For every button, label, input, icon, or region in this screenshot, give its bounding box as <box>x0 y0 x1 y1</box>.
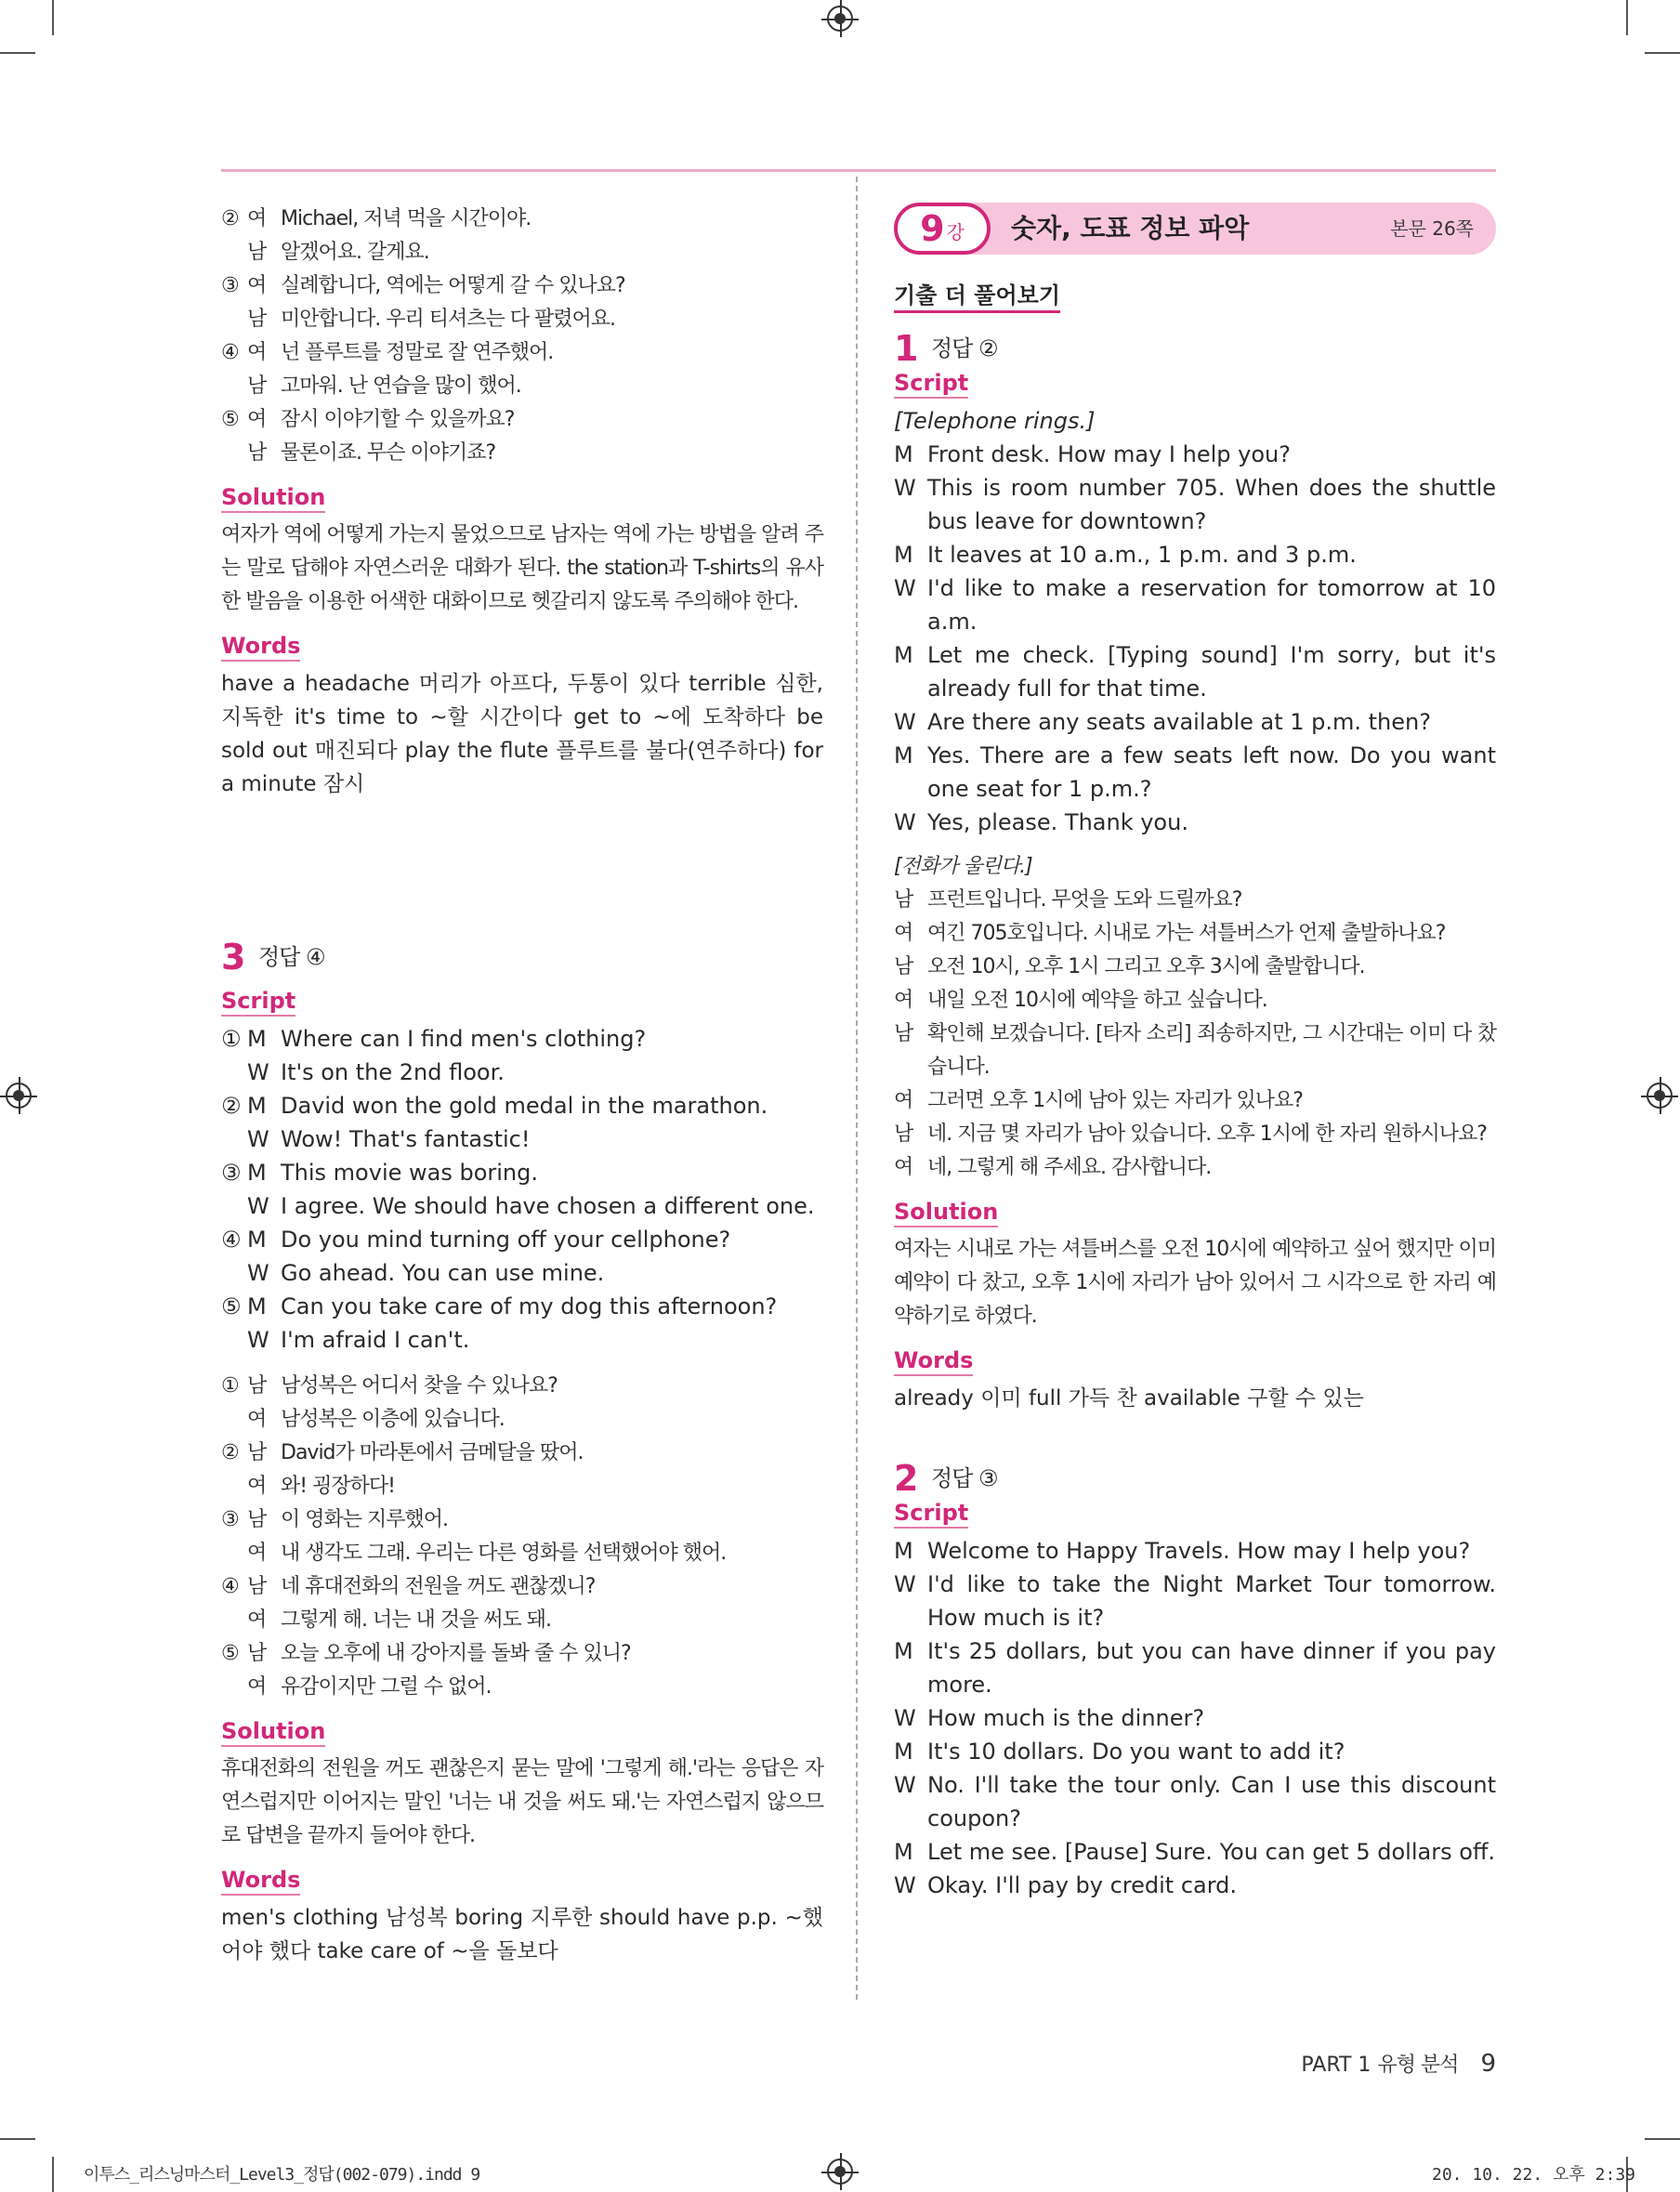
line-text: I'd like to make a reservation for tomorrow at 10 a.m. <box>927 575 1496 635</box>
line-text: This is room number 705. When does the shuttle bus leave for downtown? <box>927 475 1496 534</box>
question-heading <box>894 1458 1496 1499</box>
crop-mark <box>52 2157 54 2192</box>
speaker-label: W <box>894 709 916 735</box>
item-number <box>221 1056 247 1089</box>
left-column <box>221 203 823 1968</box>
script-dialogue <box>894 438 1496 839</box>
line-text: I'd like to take the Night Market Tour tomorrow. How much is it? <box>927 1571 1496 1631</box>
subsection-title: 기출 더 풀어보기 <box>894 281 1060 313</box>
dialogue-line <box>894 1017 1496 1084</box>
dialogue-line <box>894 638 1496 705</box>
item-number <box>221 1537 247 1570</box>
crop-mark <box>52 0 54 35</box>
item-number: ① <box>221 1026 242 1052</box>
words-label: Words <box>221 632 300 662</box>
speaker-label: 남 <box>247 374 267 398</box>
dialogue-line <box>894 1118 1496 1151</box>
line-text: 실례합니다, 역에는 어떻게 갈 수 있나요? <box>281 274 625 297</box>
speaker-label: W <box>894 1571 916 1597</box>
speaker-label: 여 <box>247 408 267 431</box>
lesson-page-ref: 본문 26쪽 <box>1390 217 1474 240</box>
speaker-label: 여 <box>247 1608 267 1632</box>
dialogue-line <box>221 1570 823 1604</box>
dialogue-line <box>894 1568 1496 1634</box>
dialogue-line <box>894 984 1496 1017</box>
line-text: 네. 지금 몇 자리가 남아 있습니다. 오후 1시에 한 자리 원하시나요? <box>927 1122 1487 1146</box>
solution-text: 여자는 시내로 가는 셔틀버스를 오전 10시에 예약하고 싶어 했지만 이미 예약이 다 찼고, 오후 1시에 자리가 남아 있어서 그 시각으로 한 자리 예약하기로 하였다. <box>894 1238 1496 1328</box>
dialogue-line <box>894 1768 1496 1835</box>
line-text: 미안합니다. 우리 티셔츠는 다 팔렸어요. <box>281 308 615 331</box>
dialogue-line <box>894 538 1496 571</box>
lesson-banner <box>894 203 1496 255</box>
item-number: ② <box>221 1441 239 1464</box>
dialogue-line <box>894 1534 1496 1568</box>
registration-mark-icon <box>827 6 853 32</box>
speaker-label: 남 <box>247 1642 267 1665</box>
dialogue-line <box>221 336 823 370</box>
item-number: ⑤ <box>221 1293 242 1319</box>
speaker-label: 여 <box>894 922 913 945</box>
solution-label: Solution <box>221 1717 325 1747</box>
print-slug-file: 이투스_리스닝마스터_Level3_정답(002-079).indd 9 <box>84 2165 480 2185</box>
speaker-label: M <box>894 1839 913 1865</box>
dialogue-line <box>221 1323 823 1357</box>
speaker-label: M <box>894 642 913 668</box>
item-number <box>221 1189 247 1223</box>
question-heading <box>221 937 823 978</box>
page-number: 9 <box>1480 2049 1496 2078</box>
page-footer <box>1301 2049 1496 2078</box>
speaker-label: W <box>894 1705 916 1731</box>
speaker-label: W <box>247 1059 269 1085</box>
answer-label: 정답 ② <box>931 335 998 361</box>
item-number <box>221 1122 247 1156</box>
dialogue-line <box>221 203 823 236</box>
line-text: 남성복은 이층에 있습니다. <box>281 1408 505 1431</box>
dialogue-line <box>221 1437 823 1470</box>
speaker-label: M <box>247 1093 267 1119</box>
line-text: 물론이죠. 무슨 이야기죠? <box>281 441 496 465</box>
item-number: ③ <box>221 1508 239 1531</box>
speaker-label: 여 <box>247 1408 267 1431</box>
line-text: I'm afraid I can't. <box>281 1327 470 1353</box>
dialogue-line <box>894 1701 1496 1735</box>
speaker-label: 남 <box>247 1374 267 1398</box>
line-text: Yes, please. Thank you. <box>927 809 1188 835</box>
lesson-number: 9 <box>920 208 945 249</box>
dialogue-line <box>894 1869 1496 1902</box>
speaker-label: 여 <box>247 1475 267 1498</box>
line-text: Yes. There are a few seats left now. Do you want one seat for 1 p.m.? <box>927 742 1496 802</box>
question-number: 2 <box>894 1458 919 1499</box>
line-text: 네, 그렇게 해 주세요. 감사합니다. <box>927 1156 1212 1179</box>
answer-label: 정답 ④ <box>258 944 325 970</box>
solution-text: 여자가 역에 어떻게 가는지 물었으므로 남자는 역에 가는 방법을 알려 주는 말로 답해야 자연스러운 대화가 된다. the station과 T-shirts의 유사한 발음을 이용한 어색한 대화이므로 헷갈리지 않도록 주의해야 한다. <box>221 523 823 613</box>
line-text: David won the gold medal in the marathon. <box>281 1093 768 1119</box>
dialogue-line <box>894 705 1496 739</box>
speaker-label: 남 <box>894 955 913 978</box>
speaker-label: M <box>894 1538 913 1564</box>
item-number <box>221 1323 247 1357</box>
line-text: 내 생각도 그래. 우리는 다른 영화를 선택했어야 했어. <box>281 1542 727 1565</box>
footer-part: PART 1 유형 분석 <box>1301 2054 1459 2077</box>
script-dialogue <box>894 1534 1496 1902</box>
words-label: Words <box>894 1346 973 1376</box>
speaker-label: M <box>247 1227 267 1253</box>
line-text: 오늘 오후에 내 강아지를 돌봐 줄 수 있니? <box>281 1642 631 1665</box>
dialogue-line <box>894 1151 1496 1185</box>
dialogue-line <box>221 1290 823 1323</box>
print-slug-date: 20. 10. 22. 오후 2:39 <box>1431 2165 1635 2185</box>
crop-mark <box>0 52 35 54</box>
speaker-label: M <box>247 1293 267 1319</box>
stage-direction-ko: [전화가 울린다.] <box>894 855 1032 878</box>
line-text: 프런트입니다. 무엇을 도와 드릴까요? <box>927 888 1242 912</box>
line-text: 여긴 705호입니다. 시내로 가는 셔틀버스가 언제 출발하나요? <box>927 922 1446 945</box>
speaker-label: 남 <box>894 1122 913 1146</box>
q2-korean-translation <box>221 203 823 470</box>
speaker-label: 여 <box>247 1675 267 1699</box>
line-text: Do you mind turning off your cellphone? <box>281 1227 731 1253</box>
registration-mark-icon <box>6 1083 32 1109</box>
dialogue-line <box>894 739 1496 806</box>
lesson-badge <box>894 203 991 255</box>
speaker-label: 여 <box>247 1542 267 1565</box>
line-text: 이 영화는 지루했어. <box>281 1508 448 1531</box>
line-text: 그러면 오후 1시에 남아 있는 자리가 있나요? <box>927 1089 1303 1112</box>
dialogue-line <box>221 1470 823 1503</box>
item-number <box>221 437 247 470</box>
dialogue-line <box>221 370 823 403</box>
speaker-label: 남 <box>247 441 267 465</box>
line-text: This movie was boring. <box>281 1160 538 1186</box>
item-number: ⑤ <box>221 408 239 431</box>
dialogue-line <box>894 1084 1496 1118</box>
dialogue-line <box>221 1056 823 1089</box>
speaker-label: 남 <box>894 888 913 912</box>
line-text: Wow! That's fantastic! <box>281 1126 531 1152</box>
crop-mark <box>1645 52 1680 54</box>
line-text: Michael, 저녁 먹을 시간이야. <box>281 207 532 230</box>
line-text: 잠시 이야기할 수 있을까요? <box>281 408 515 431</box>
speaker-label: M <box>894 1638 913 1664</box>
speaker-label: 여 <box>247 207 267 230</box>
registration-mark-icon <box>827 2159 853 2185</box>
line-text: Front desk. How may I help you? <box>927 441 1291 467</box>
line-text: Let me see. [Pause] Sure. You can get 5 dollars off. <box>927 1839 1496 1865</box>
korean-translation <box>894 884 1496 1185</box>
speaker-label: 여 <box>247 274 267 297</box>
dialogue-line <box>221 1503 823 1537</box>
words-label: Words <box>221 1866 300 1896</box>
speaker-label: M <box>894 441 913 467</box>
dialogue-line <box>221 1604 823 1637</box>
item-number: ① <box>221 1374 239 1398</box>
dialogue-line <box>894 951 1496 984</box>
line-text: 그렇게 해. 너는 내 것을 써도 돼. <box>281 1608 551 1632</box>
item-number <box>221 1604 247 1637</box>
dialogue-line <box>221 1637 823 1671</box>
item-number: ② <box>221 207 239 230</box>
line-text: It's 25 dollars, but you can have dinner if you pay more. <box>927 1638 1496 1698</box>
item-number <box>221 1470 247 1503</box>
dialogue-line <box>894 1634 1496 1701</box>
registration-mark-icon <box>1647 1083 1673 1109</box>
speaker-label: M <box>894 1739 913 1765</box>
question-heading <box>894 328 1496 369</box>
line-text: I agree. We should have chosen a different one. <box>281 1193 815 1219</box>
answer-label: 정답 ③ <box>931 1465 998 1491</box>
speaker-label: M <box>247 1026 267 1052</box>
dialogue-line <box>221 1403 823 1437</box>
line-text: It leaves at 10 a.m., 1 p.m. and 3 p.m. <box>927 542 1357 568</box>
item-number: ⑤ <box>221 1642 239 1665</box>
dialogue-line <box>894 884 1496 917</box>
speaker-label: M <box>894 542 913 568</box>
dialogue-line <box>221 303 823 336</box>
dialogue-line <box>221 1022 823 1056</box>
line-text: 알겠어요. 갈게요. <box>281 241 429 264</box>
speaker-label: M <box>247 1160 267 1186</box>
line-text: Let me check. [Typing sound] I'm sorry, but it's already full for that time. <box>927 642 1496 702</box>
solution-text: 휴대전화의 전원을 꺼도 괜찮은지 묻는 말에 '그렇게 해.'라는 응답은 자연스럽지만 이어지는 말인 '너는 내 것을 써도 돼.'는 자연스럽지 않으므로 답변을 끝까지 들어야 한다. <box>221 1757 823 1847</box>
item-number: ④ <box>221 1575 239 1598</box>
item-number <box>221 236 247 269</box>
speaker-label: 남 <box>247 1575 267 1598</box>
dialogue-line <box>221 1156 823 1189</box>
item-number: ③ <box>221 1160 242 1186</box>
crop-mark <box>1626 0 1628 35</box>
speaker-label: W <box>894 809 916 835</box>
speaker-label: 여 <box>894 989 913 1012</box>
lesson-unit: 강 <box>946 221 965 243</box>
solution-label: Solution <box>894 1198 998 1227</box>
lesson-title: 숫자, 도표 정보 파악 <box>1011 213 1250 243</box>
script-label: Script <box>221 987 295 1017</box>
speaker-label: 남 <box>247 1508 267 1531</box>
line-text: 확인해 보겠습니다. [타자 소리] 죄송하지만, 그 시간대는 이미 다 찼습니다. <box>927 1022 1496 1079</box>
speaker-label: W <box>247 1126 269 1152</box>
speaker-label: 여 <box>247 341 267 364</box>
question-number: 1 <box>894 328 919 369</box>
speaker-label: M <box>894 742 913 768</box>
line-text: Where can I find men's clothing? <box>281 1026 647 1052</box>
script-label: Script <box>894 369 968 399</box>
line-text: Are there any seats available at 1 p.m. then? <box>927 709 1431 735</box>
line-text: Welcome to Happy Travels. How may I help you? <box>927 1538 1471 1564</box>
top-rule <box>221 169 1496 172</box>
line-text: David가 마라톤에서 금메달을 땄어. <box>281 1441 584 1464</box>
speaker-label: 남 <box>894 1022 913 1045</box>
dialogue-line <box>221 269 823 303</box>
speaker-label: W <box>247 1193 269 1219</box>
dialogue-line <box>221 1256 823 1290</box>
dialogue-line <box>221 1370 823 1403</box>
words-text: already 이미 full 가득 찬 available 구할 수 있는 <box>894 1386 1364 1411</box>
line-text: It's on the 2nd floor. <box>281 1059 505 1085</box>
dialogue-line <box>221 1089 823 1122</box>
right-column <box>894 203 1496 1902</box>
words-text: have a headache 머리가 아프다, 두통이 있다 terrible 심한, 지독한 it's time to ~할 시간이다 get to ~에 도착하다 be sold out 매진되다 play the flute 플루트를 불다(연주하다) for a minute 잠시 <box>221 672 823 796</box>
item-number <box>221 370 247 403</box>
item-number <box>221 1256 247 1290</box>
dialogue-line <box>221 236 823 269</box>
line-text: No. I'll take the tour only. Can I use this discount coupon? <box>927 1772 1496 1831</box>
line-text: 유감이지만 그럴 수 없어. <box>281 1675 492 1699</box>
dialogue-line <box>221 403 823 437</box>
dialogue-line <box>894 806 1496 839</box>
line-text: Can you take care of my dog this afternoon? <box>281 1293 778 1319</box>
speaker-label: 남 <box>247 308 267 331</box>
script-dialogue <box>221 1022 823 1357</box>
line-text: 내일 오전 10시에 예약을 하고 싶습니다. <box>927 989 1267 1012</box>
speaker-label: 여 <box>894 1156 913 1179</box>
speaker-label: W <box>894 475 916 501</box>
line-text: How much is the dinner? <box>927 1705 1205 1731</box>
line-text: 네 휴대전화의 전원을 꺼도 괜찮겠니? <box>281 1575 596 1598</box>
speaker-label: W <box>894 1872 916 1898</box>
dialogue-line <box>221 1223 823 1256</box>
speaker-label: 여 <box>894 1089 913 1112</box>
dialogue-line <box>894 571 1496 638</box>
dialogue-line <box>221 1189 823 1223</box>
column-divider <box>856 177 858 2000</box>
dialogue-line <box>894 1735 1496 1768</box>
item-number <box>221 303 247 336</box>
line-text: 고마워. 난 연습을 많이 했어. <box>281 374 521 398</box>
item-number: ④ <box>221 1227 242 1253</box>
line-text: 넌 플루트를 정말로 잘 연주했어. <box>281 341 554 364</box>
line-text: 오전 10시, 오후 1시 그리고 오후 3시에 출발합니다. <box>927 955 1365 978</box>
crop-mark <box>0 2138 35 2140</box>
stage-direction: [Telephone rings.] <box>894 408 1096 434</box>
item-number: ④ <box>221 341 239 364</box>
script-label: Script <box>894 1499 968 1529</box>
solution-label: Solution <box>221 483 325 513</box>
line-text: It's 10 dollars. Do you want to add it? <box>927 1739 1345 1765</box>
speaker-label: 남 <box>247 1441 267 1464</box>
dialogue-line <box>221 1122 823 1156</box>
korean-translation <box>221 1370 823 1704</box>
item-number <box>221 1403 247 1437</box>
item-number: ③ <box>221 274 239 297</box>
line-text: Go ahead. You can use mine. <box>281 1260 605 1286</box>
question-number: 3 <box>221 937 246 978</box>
speaker-label: 남 <box>247 241 267 264</box>
item-number: ② <box>221 1093 242 1119</box>
dialogue-line <box>221 437 823 470</box>
speaker-label: W <box>247 1327 269 1353</box>
item-number <box>221 1671 247 1704</box>
dialogue-line <box>221 1537 823 1570</box>
dialogue-line <box>221 1671 823 1704</box>
dialogue-line <box>894 438 1496 471</box>
speaker-label: W <box>247 1260 269 1286</box>
dialogue-line <box>894 917 1496 951</box>
line-text: 와! 굉장하다! <box>281 1475 395 1498</box>
dialogue-line <box>894 1835 1496 1869</box>
words-text: men's clothing 남성복 boring 지루한 should have p.p. ~했어야 했다 take care of ~을 돌보다 <box>221 1906 823 1963</box>
speaker-label: W <box>894 575 916 601</box>
speaker-label: W <box>894 1772 916 1798</box>
line-text: 남성복은 어디서 찾을 수 있나요? <box>281 1374 558 1398</box>
dialogue-line <box>894 471 1496 538</box>
crop-mark <box>1645 2138 1680 2140</box>
line-text: Okay. I'll pay by credit card. <box>927 1872 1238 1898</box>
